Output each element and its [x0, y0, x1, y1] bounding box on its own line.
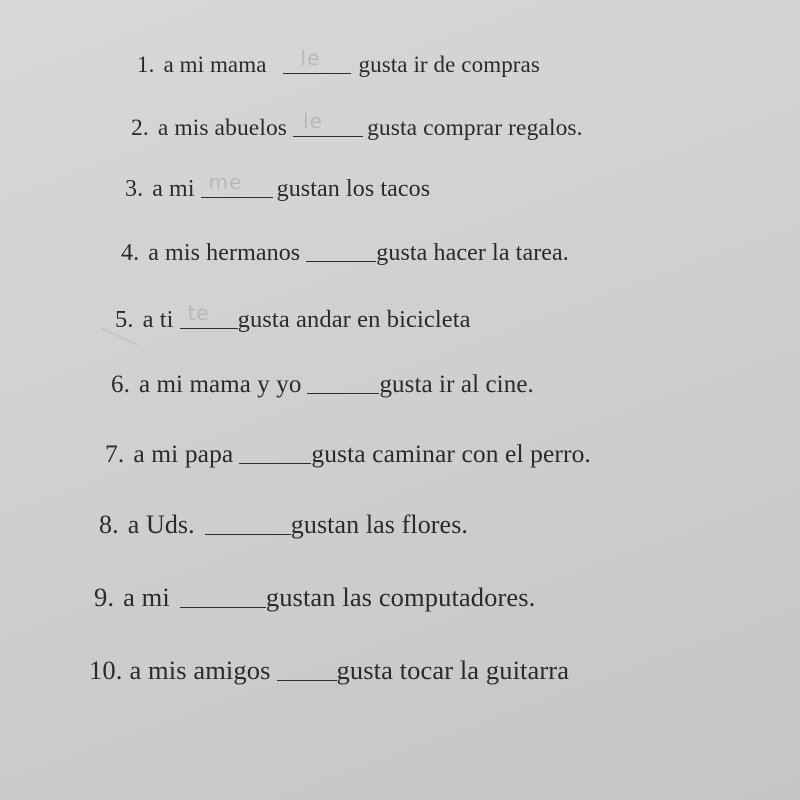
- item-prefix: a mi: [152, 176, 195, 202]
- list-item-9: [94, 578, 535, 613]
- item-number: 9.: [94, 581, 115, 612]
- list-item-8: [99, 506, 468, 540]
- item-prefix: a mi mama: [163, 52, 267, 77]
- answer-blank[interactable]: [306, 237, 376, 262]
- pencil-answer: le: [303, 108, 323, 133]
- item-suffix: gusta andar en bicicleta: [237, 305, 471, 333]
- answer-blank[interactable]: [239, 437, 311, 464]
- item-number: 5.: [115, 305, 134, 333]
- item-suffix: gusta ir al cine.: [379, 371, 534, 398]
- item-prefix: a mi papa: [133, 438, 234, 468]
- pencil-answer: le: [300, 46, 321, 70]
- item-number: 10.: [89, 654, 123, 685]
- list-item-2: [131, 110, 583, 142]
- item-prefix: a mis abuelos: [157, 114, 288, 141]
- item-suffix: gusta ir de compras: [358, 52, 540, 77]
- item-prefix: a ti: [142, 305, 174, 333]
- pencil-answer: te: [187, 300, 210, 325]
- answer-blank[interactable]: [205, 508, 291, 535]
- answer-blank[interactable]: [283, 46, 351, 74]
- item-number: 8.: [99, 510, 119, 539]
- item-number: 4.: [121, 240, 140, 266]
- list-item-10: [89, 651, 569, 686]
- item-number: 6.: [111, 371, 130, 398]
- answer-blank[interactable]: [293, 108, 363, 137]
- item-suffix: gustan las flores.: [290, 510, 469, 539]
- item-prefix: a mi: [123, 581, 170, 612]
- item-suffix: gustan los tacos: [276, 176, 431, 202]
- item-prefix: a mis hermanos: [148, 240, 301, 266]
- item-prefix: a mis amigos: [129, 654, 271, 685]
- item-number: 3.: [125, 176, 144, 202]
- list-item-5: [115, 301, 471, 334]
- answer-blank[interactable]: [201, 170, 273, 198]
- answer-blank[interactable]: [180, 300, 238, 329]
- item-prefix: a Uds.: [127, 510, 195, 539]
- item-suffix: gusta comprar regalos.: [367, 114, 583, 141]
- list-item-4: [121, 235, 569, 267]
- item-suffix: gusta caminar con el perro.: [311, 438, 591, 468]
- list-item-1: [137, 48, 540, 78]
- item-number: 7.: [105, 438, 125, 468]
- answer-blank[interactable]: [277, 653, 337, 681]
- pencil-answer: me: [208, 170, 243, 194]
- list-item-7: [105, 435, 591, 469]
- item-number: 1.: [137, 52, 155, 77]
- item-prefix: a mi mama y yo: [138, 371, 302, 398]
- list-item-6: [111, 366, 534, 399]
- list-item-3: [125, 171, 430, 203]
- answer-blank[interactable]: [180, 580, 266, 608]
- item-suffix: gustan las computadores.: [265, 581, 536, 612]
- answer-blank[interactable]: [307, 368, 379, 394]
- item-suffix: gusta hacer la tarea.: [376, 240, 569, 266]
- item-number: 2.: [131, 114, 149, 141]
- item-suffix: gusta tocar la guitarra: [336, 654, 570, 685]
